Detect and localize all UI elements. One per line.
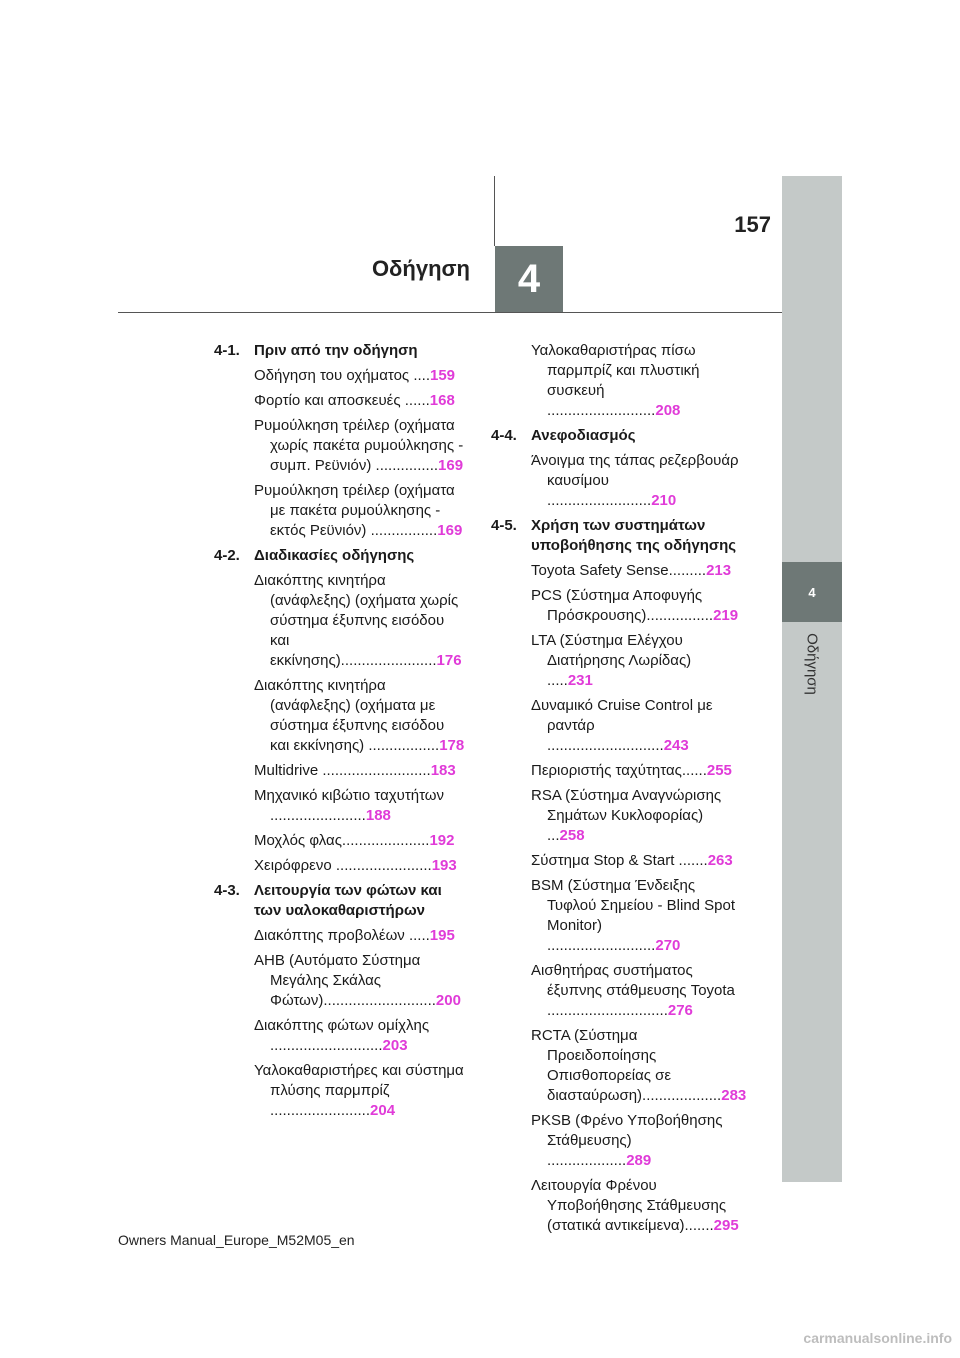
toc-entry[interactable] <box>214 761 466 781</box>
section-title: Λειτουργία των φώτων και των υαλοκαθαριστήρων <box>254 882 442 919</box>
toc-entry-page-link[interactable]: 208 <box>655 402 681 419</box>
section-title: Ανεφοδιασμός <box>531 427 636 444</box>
toc-entry-page-link[interactable]: 193 <box>431 857 457 874</box>
section-number: 4-3. <box>214 882 240 899</box>
toc-entry[interactable] <box>214 481 466 541</box>
section-title: Χρήση των συστημάτων υποβοήθησης της οδήγησης <box>531 517 737 554</box>
toc-entry[interactable] <box>491 876 739 956</box>
toc-entry-page-link[interactable]: 255 <box>706 762 732 779</box>
toc-entry-text: Διακόπτης κινητήρα (ανάφλεξης) (οχήματα με σύστημα έξυπνης εισόδου και εκκίνησης) ................. <box>254 677 445 754</box>
toc-entry[interactable] <box>214 416 466 476</box>
toc-entry-page-link[interactable]: 213 <box>706 562 732 579</box>
toc-entry-text: Περιοριστής ταχύτητας...... <box>531 762 707 779</box>
toc-entry-text: Multidrive .......................... <box>254 762 431 779</box>
footer-manual-id: Owners Manual_Europe_M52M05_en <box>118 1232 355 1248</box>
side-tab-label: Οδήγηση <box>803 633 821 695</box>
toc-entry-page-link[interactable]: 169 <box>438 457 464 474</box>
toc-entry[interactable] <box>491 761 739 781</box>
toc-entry-text: Διακόπτης κινητήρα (ανάφλεξης) (οχήματα χωρίς σύστημα έξυπνης εισόδου και εκκίνησης)....................... <box>254 572 459 669</box>
toc-entry-page-link[interactable]: 200 <box>435 992 461 1009</box>
toc-entry[interactable] <box>214 831 466 851</box>
toc-entry[interactable] <box>214 856 466 876</box>
page-number: 157 <box>734 212 771 237</box>
toc-entry[interactable] <box>214 926 466 946</box>
toc-entry[interactable] <box>491 961 739 1021</box>
toc-entry[interactable] <box>214 786 466 826</box>
chapter-title: Οδήγηση <box>371 256 470 281</box>
toc-section-heading <box>214 881 466 921</box>
toc-entry[interactable] <box>491 1176 739 1236</box>
toc-entry-text: Σύστημα Stop & Start ....... <box>531 852 708 869</box>
toc-entry-text: Διακόπτης φώτων ομίχλης ........................... <box>254 1017 430 1054</box>
toc-entry[interactable] <box>214 366 466 386</box>
toc-section-heading <box>491 426 739 446</box>
toc-entry-page-link[interactable]: 169 <box>437 522 463 539</box>
toc-entry[interactable] <box>491 851 739 871</box>
toc-entry-text: Μηχανικό κιβώτιο ταχυτήτων ....................... <box>254 787 445 824</box>
toc-entry-page-link[interactable]: 243 <box>663 737 689 754</box>
section-title: Διαδικασίες οδήγησης <box>254 547 415 564</box>
toc-entry[interactable] <box>491 696 739 756</box>
section-number: 4-1. <box>214 342 240 359</box>
toc-entry-text: PKSB (Φρένο Υποβοήθησης Στάθμευσης) ................... <box>531 1112 723 1169</box>
toc-entry[interactable] <box>491 451 739 511</box>
toc-entry-page-link[interactable]: 203 <box>382 1037 408 1054</box>
toc-entry-text: Ρυμούλκηση τρέιλερ (οχήματα με πακέτα ρυμούλκησης - εκτός Ρεϋνιόν) ................ <box>254 482 455 539</box>
section-number: 4-2. <box>214 547 240 564</box>
toc-entry-text: PCS (Σύστημα Αποφυγής Πρόσκρουσης)................ <box>531 587 714 624</box>
toc-entry-page-link[interactable]: 178 <box>439 737 465 754</box>
toc-entry[interactable] <box>214 1016 466 1056</box>
header-vertical-rule <box>494 176 495 246</box>
section-number: 4-4. <box>491 427 517 444</box>
toc-entry[interactable] <box>491 561 739 581</box>
toc-entry-page-link[interactable]: 192 <box>429 832 455 849</box>
toc-section-heading <box>491 516 739 556</box>
toc-entry-page-link[interactable]: 168 <box>429 392 455 409</box>
toc-entry-text: Οδήγηση του οχήματος .... <box>254 367 430 384</box>
toc-entry-page-link[interactable]: 270 <box>655 937 681 954</box>
toc-entry-text: Δυναμικό Cruise Control με ραντάρ ............................ <box>531 697 713 754</box>
toc-entry-text: RCTA (Σύστημα Προειδοποίησης Οπισθοπορείας σε διασταύρωση)................... <box>531 1027 722 1104</box>
toc-entry-text: Υαλοκαθαριστήρας πίσω παρμπρίζ και πλυστική συσκευή .......................... <box>531 342 700 419</box>
chapter-number-box: 4 <box>495 246 563 312</box>
toc-entry[interactable] <box>214 391 466 411</box>
toc-entry[interactable] <box>491 1111 739 1171</box>
toc-entry-text: RSA (Σύστημα Αναγνώρισης Σημάτων Κυκλοφορίας) ... <box>531 787 722 844</box>
section-title: Πριν από την οδήγηση <box>254 342 418 359</box>
toc-entry-page-link[interactable]: 183 <box>430 762 456 779</box>
toc-entry-page-link[interactable]: 289 <box>626 1152 652 1169</box>
toc-column-right <box>491 341 747 1241</box>
toc-entry-page-link[interactable]: 263 <box>707 852 733 869</box>
toc-entry-page-link[interactable]: 204 <box>370 1102 396 1119</box>
toc-entry-text: Ρυμούλκηση τρέιλερ (οχήματα χωρίς πακέτα ρυμούλκησης - συμπ. Ρεϋνιόν) ............... <box>254 417 464 474</box>
toc-entry-page-link[interactable]: 276 <box>667 1002 693 1019</box>
toc-entry-page-link[interactable]: 188 <box>365 807 391 824</box>
toc-entry-text: Toyota Safety Sense......... <box>531 562 707 579</box>
toc-entry[interactable] <box>214 571 466 671</box>
toc-entry-text: Μοχλός φλας..................... <box>254 832 430 849</box>
toc-entry[interactable] <box>491 786 739 846</box>
toc-entry[interactable] <box>491 631 739 691</box>
toc-entry-page-link[interactable]: 283 <box>721 1087 747 1104</box>
watermark: carmanualsonline.info <box>803 1330 952 1346</box>
toc-entry[interactable] <box>491 1026 747 1106</box>
toc-entry-text: BSM (Σύστημα Ένδειξης Τυφλού Σημείου - Blind Spot Monitor) .......................... <box>531 877 736 954</box>
toc-entry-text: Υαλοκαθαριστήρες και σύστημα πλύσης παρμπρίζ ........................ <box>254 1062 464 1119</box>
side-tab-chapter[interactable]: 4 <box>782 562 842 622</box>
toc-entry-page-link[interactable]: 176 <box>436 652 462 669</box>
toc-entry-text: LTA (Σύστημα Ελέγχου Διατήρησης Λωρίδας) ..... <box>531 632 692 689</box>
toc-entry-page-link[interactable]: 295 <box>713 1217 739 1234</box>
toc-entry-page-link[interactable]: 258 <box>559 827 585 844</box>
toc-entry-text: Αισθητήρας συστήματος έξυπνης στάθμευσης Toyota ............................. <box>531 962 735 1019</box>
toc-entry-text: AHB (Αυτόματο Σύστημα Μεγάλης Σκάλας Φώτων)........................... <box>254 952 436 1009</box>
toc-entry-page-link[interactable]: 159 <box>430 367 456 384</box>
toc-entry[interactable] <box>214 951 466 1011</box>
toc-entry[interactable] <box>214 1061 466 1121</box>
toc-section-heading <box>214 341 466 361</box>
header-horizontal-rule <box>118 312 782 313</box>
toc-entry-page-link[interactable]: 231 <box>567 672 593 689</box>
toc-entry-text: Άνοιγμα της τάπας ρεζερβουάρ καυσίμου ......................... <box>531 452 739 509</box>
toc-entry-text: Φορτίο και αποσκευές ...... <box>254 392 430 409</box>
toc-section-heading <box>214 546 466 566</box>
toc-entry[interactable] <box>491 341 739 421</box>
toc-column-left <box>214 341 466 1126</box>
section-number: 4-5. <box>491 517 517 534</box>
toc-entry-page-link[interactable]: 210 <box>651 492 677 509</box>
toc-entry[interactable] <box>491 586 739 626</box>
toc-entry-page-link[interactable]: 219 <box>713 607 739 624</box>
toc-entry-text: Διακόπτης προβολέων ..... <box>254 927 430 944</box>
toc-entry[interactable] <box>214 676 466 756</box>
toc-entry-text: Χειρόφρενο ....................... <box>254 857 432 874</box>
toc-entry-page-link[interactable]: 195 <box>429 927 455 944</box>
toc-entry-text: Λειτουργία Φρένου Υποβοήθησης Στάθμευσης (στατικά αντικείμενα)....... <box>531 1177 727 1234</box>
